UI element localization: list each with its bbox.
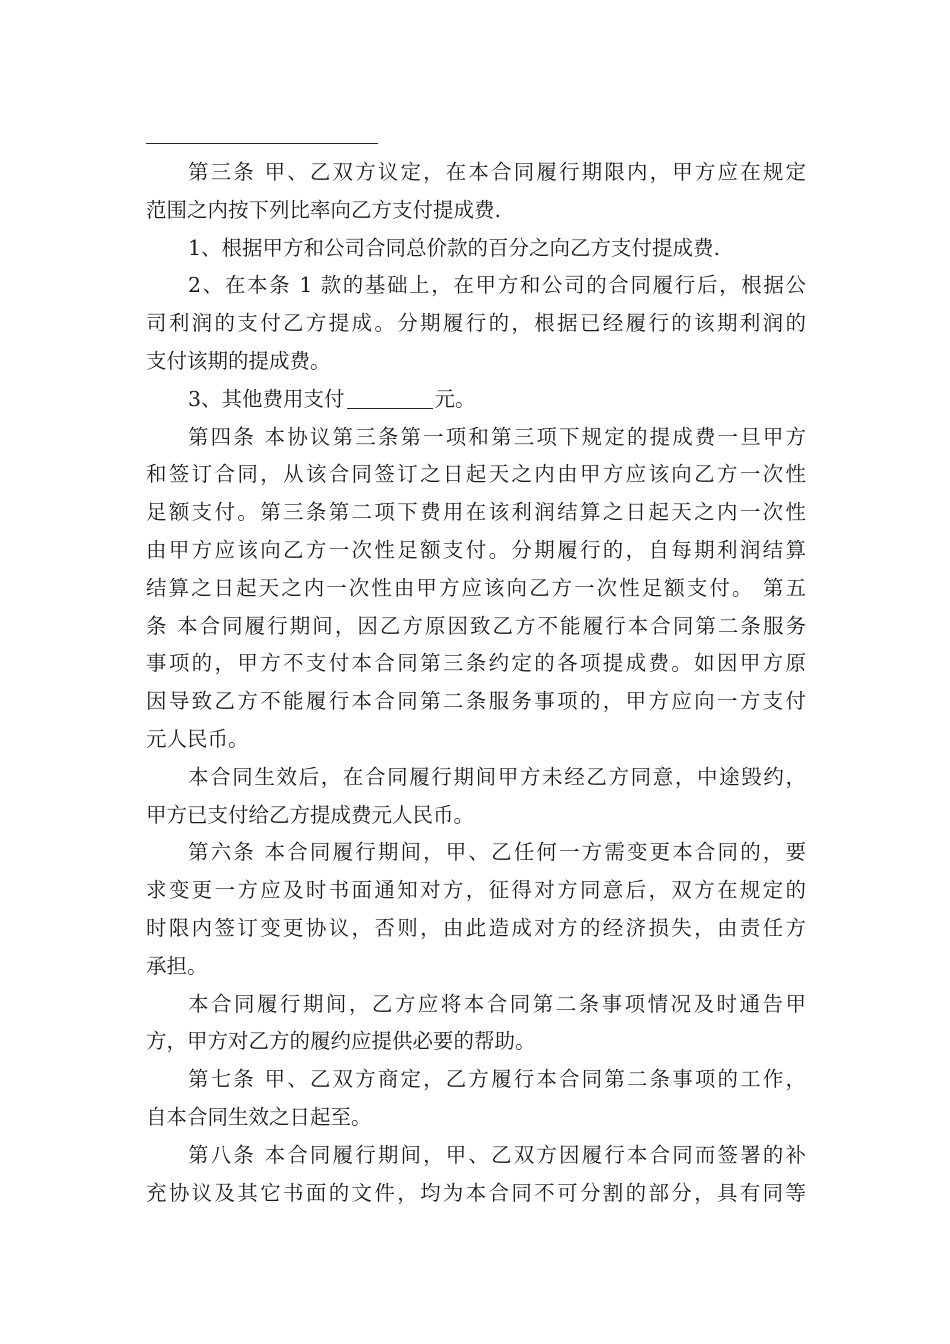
text-line: 求变更一方应及时书面通知对方，征得对方同意后，双方在规定的 bbox=[146, 878, 806, 903]
text-line: 因导致乙方不能履行本合同第二条服务事项的，甲方应向一方支付 bbox=[146, 689, 806, 714]
text-line: 第三条 甲、乙双方议定，在本合同履行期限内，甲方应在规定 bbox=[188, 160, 806, 184]
text-line: 第七条 甲、乙双方商定，乙方履行本合同第二条事项的工作， bbox=[188, 1067, 806, 1092]
text-line: 第八条 本合同履行期间，甲、乙双方因履行本合同而签署的补 bbox=[188, 1142, 806, 1167]
text-line: 司利润的支付乙方提成。分期履行的，根据已经履行的该期利润的 bbox=[146, 311, 806, 336]
text-line: 事项的，甲方不支付本合同第三条约定的各项提成费。如因甲方原 bbox=[146, 651, 806, 676]
text-line: 本合同生效后，在合同履行期间甲方未经乙方同意，中途毁约， bbox=[188, 764, 806, 789]
fill-in-blank bbox=[347, 388, 433, 409]
text-line bbox=[146, 381, 806, 419]
text-line: 承担。 bbox=[146, 953, 208, 978]
document-body bbox=[146, 154, 806, 1212]
text-line: 由甲方应该向乙方一次性足额支付。分期履行的，自每期利润结算 bbox=[146, 537, 806, 562]
text-line: 甲方已支付给乙方提成费元人民币。 bbox=[146, 802, 474, 827]
text-line: 支付该期的提成费。 bbox=[146, 348, 331, 373]
text-line: 充协议及其它书面的文件，均为本合同不可分割的部分，具有同等 bbox=[146, 1180, 806, 1205]
top-rule bbox=[146, 143, 378, 144]
text-line: 足额支付。第三条第二项下费用在该利润结算之日起天之内一次性 bbox=[146, 500, 806, 525]
text-segment: 3、其他费用支付 bbox=[188, 386, 345, 411]
text-line: 元人民币。 bbox=[146, 726, 249, 751]
text-line: 2、在本条 1 款的基础上，在甲方和公司的合同履行后，根据公 bbox=[188, 273, 806, 298]
text-line: 时限内签订变更协议，否则，由此造成对方的经济损失，由责任方 bbox=[146, 915, 806, 940]
text-line: 第六条 本合同履行期间，甲、乙任何一方需变更本合同的，要 bbox=[188, 840, 806, 865]
text-line: 结算之日起天之内一次性由甲方应该向乙方一次性足额支付。 第五 bbox=[146, 575, 806, 600]
text-line: 第四条 本协议第三条第一项和第三项下规定的提成费一旦甲方 bbox=[188, 424, 806, 449]
text-segment: 元。 bbox=[434, 386, 476, 411]
text-line: 方，甲方对乙方的履约应提供必要的帮助。 bbox=[146, 1029, 536, 1054]
text-line: 条 本合同履行期间，因乙方原因致乙方不能履行本合同第二条服务 bbox=[146, 613, 806, 638]
text-line: 本合同履行期间，乙方应将本合同第二条事项情况及时通告甲 bbox=[188, 991, 806, 1016]
text-line: 范围之内按下列比率向乙方支付提成费. bbox=[146, 197, 502, 222]
text-line: 1、根据甲方和公司合同总价款的百分之向乙方支付提成费. bbox=[188, 235, 721, 260]
text-line: 和签订合同，从该合同签订之日起天之内由甲方应该向乙方一次性 bbox=[146, 462, 806, 487]
text-line: 自本合同生效之日起至。 bbox=[146, 1104, 372, 1129]
